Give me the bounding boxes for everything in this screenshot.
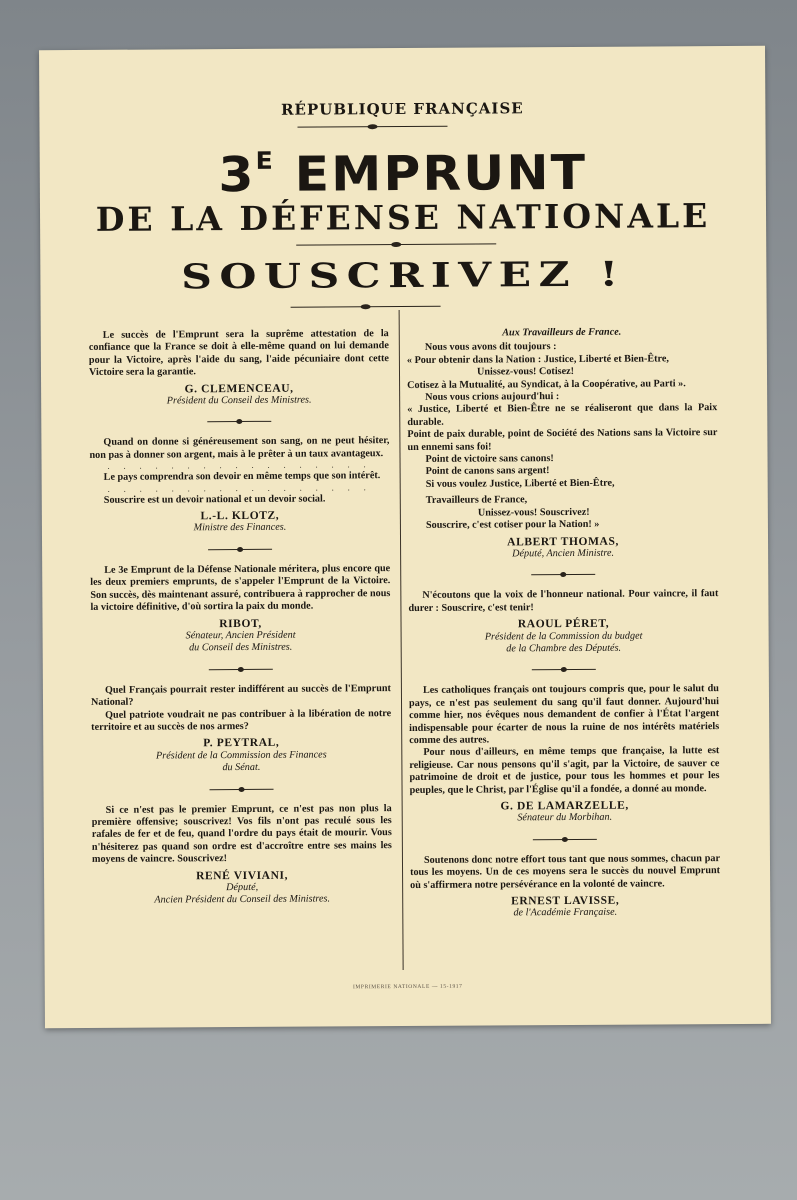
viviani-text: Si ce n'est pas le premier Emprunt, ce n'est pas non plus la première offensive; souscrivez! Vos fils n'ont pas reculé sous les rafales de fer et de feu, quand l'ordre du pays était de mourir. Vous n'hésiterez pas quand son ordre est d'accroître entre ses mains les moyens de vaincre. Souscrivez! (91, 802, 392, 866)
viviani-role-1: Député, (226, 881, 259, 894)
title-emprunt (21, 144, 784, 205)
klotz-name: L.-L. KLOTZ, (200, 509, 280, 523)
ornament-rule-2 (296, 243, 496, 245)
klotz-role: Ministre des Finances. (193, 522, 287, 534)
thomas-line-5: Nous vous crions aujourd'hui : (425, 391, 560, 403)
separator (208, 549, 272, 550)
separator (207, 421, 271, 422)
klotz-p1: Quand on donne si généreusement son sang, on ne peut hésiter, non pas à donner son argent, mais à le prêter à un taux avantageux. (89, 435, 390, 461)
separator (533, 839, 597, 840)
thomas-line-1: Nous vous avons dit toujours : (424, 341, 557, 354)
thomas-line-2: « Pour obtenir dans la Nation : Justice, Liberté et Bien-Être, (406, 353, 669, 366)
klotz-p3: Souscrire est un devoir national et un devoir social. (103, 493, 326, 506)
title-souscrivez: SOUSCRIVEZ ! (181, 254, 626, 298)
dotted-rule: . . . . . . . . . . . . . . . . . (107, 482, 372, 494)
clemenceau-text: Le succès de l'Emprunt sera la suprême attestation de la confiance que la France se doit à elle-même quand on lui demande pour la Victoire, après l'aide du sang, l'aide pécuniaire dont cette Victoire sera la garantie. (88, 328, 389, 379)
lamarzelle-p1: Les catholiques français ont toujours compris que, pour le salut du pays, ce n'est pas seulement du sang qu'il faut donner. Aujourd'hui comme hier, nos évêques nous demandent de confier à l'État l'argent indispensable pour écarter de nous la ruine de nos intérêts matériels comme des autres. (408, 683, 720, 746)
peret-name: RAOUL PÉRET, (517, 617, 610, 631)
thomas-line-10: Si vous voulez Justice, Liberté et Bien-Être, (425, 477, 615, 490)
peytral-role-1: Président de la Commission des Finances (155, 749, 327, 762)
lamarzelle-name: G. DE LAMARZELLE, (500, 799, 629, 813)
lavisse-text: Soutenons donc notre effort tous tant que nous sommes, chacun par tous les moyens. Un de ces moyens sera le succès du nouvel Emprunt où s'affirmera notre persévérance en la volonté de vaincre. (410, 852, 721, 891)
clemenceau-name: G. CLEMENCEAU, (184, 382, 294, 395)
lavisse-name: ERNEST LAVISSE, (511, 894, 620, 908)
thomas-line-13: Souscrire, c'est cotiser pour la Nation! » (425, 518, 600, 531)
peytral-p1: Quel Français pourrait rester indifférent au succès de l'Emprunt National? (90, 682, 391, 709)
thomas-name: ALBERT THOMAS, (507, 535, 619, 548)
poster (39, 46, 771, 1028)
separator (210, 788, 274, 789)
ribot-role-2: du Conseil des Ministres. (189, 642, 293, 654)
ornament-rule-3 (291, 306, 441, 308)
ribot-role-1: Sénateur, Ancien Président (185, 629, 296, 642)
peret-role-1: Président de la Commission du budget (484, 630, 643, 643)
lamarzelle-role: Sénateur du Morbihan. (517, 812, 613, 824)
ornament-rule (297, 126, 447, 128)
separator (532, 669, 596, 670)
ribot-text: Le 3e Emprunt de la Défense Nationale méritera, plus encore que les deux premiers emprunts, de s'appeler l'Emprunt de la Victoire. Son succès, dès maintenant assuré, contribuera à rapprocher de nous la victoire définitive, d'où sortira la paix du monde. (90, 562, 391, 614)
thomas-role: Député, Ancien Ministre. (512, 547, 615, 560)
thomas-line-3: Unissez-vous! Cotisez! (476, 366, 575, 378)
title-number: 3 (218, 146, 256, 204)
left-column (89, 328, 393, 908)
peytral-p2: Quel patriote voudrait ne pas contribuer à la libération de notre territoire et au succès de nos armes? (91, 707, 392, 733)
thomas-line-11: Travailleurs de France, (425, 494, 528, 507)
peret-text: N'écoutons que la voix de l'honneur national. Pour vaincre, il faut durer : Souscrire, c'est tenir! (408, 588, 719, 614)
thomas-line-6: « Justice, Liberté et Bien-Être ne se réaliseront que dans la Paix durable. (407, 402, 718, 428)
peret-role-2: de la Chambre des Députés. (506, 642, 622, 655)
travailleurs-heading: Aux Travailleurs de France. (502, 326, 622, 339)
viviani-name: RENÉ VIVIANI, (196, 869, 289, 882)
printer-footer: IMPRIMERIE NATIONALE — 15-1917 (352, 983, 463, 991)
lavisse-role: de l'Académie Française. (513, 907, 618, 919)
column-divider (399, 310, 404, 970)
title-defense: DE LA DÉFENSE NATIONALE (95, 196, 711, 239)
thomas-line-4: Cotisez à la Mutualité, au Syndicat, à la Coopérative, au Parti ». (407, 377, 686, 391)
thomas-line-9: Point de canons sans argent! (425, 465, 550, 478)
republic-heading: RÉPUBLIQUE FRANÇAISE (281, 99, 524, 119)
peytral-name: P. PEYTRAL, (203, 737, 280, 750)
thomas-line-7: Point de paix durable, point de Société des Nations sans la Victoire sur un ennemi sans foi! (407, 427, 718, 453)
lamarzelle-p2: Pour nous d'ailleurs, en même temps que française, la lutte est religieuse. Car nous pensons qu'il s'agit, par la Victoire, de sauver ce patrimoine de droit et de justice, pour tous les hommes et pour les peuples, que le Christ, par l'Église qu'il a fondée, a donné au monde. (409, 745, 720, 796)
clemenceau-role: Président du Conseil des Ministres. (166, 394, 312, 407)
thomas-line-8: Point de victoire sans canons! (425, 453, 554, 465)
ribot-name: RIBOT, (219, 617, 262, 630)
viviani-role-2: Ancien Président du Conseil des Ministres. (154, 893, 331, 906)
title-sup: E (255, 146, 275, 175)
right-column (407, 326, 721, 921)
thomas-line-12: Unissez-vous! Souscrivez! (477, 506, 590, 519)
separator (209, 669, 273, 670)
dotted-rule: . . . . . . . . . . . . . . . . . (107, 460, 372, 472)
separator (531, 574, 595, 575)
klotz-p2: Le pays comprendra son devoir en même temps que son intérêt. (103, 470, 381, 484)
peytral-role-2: du Sénat. (222, 762, 261, 774)
title-emprunt-word: EMPRUNT (294, 144, 588, 203)
